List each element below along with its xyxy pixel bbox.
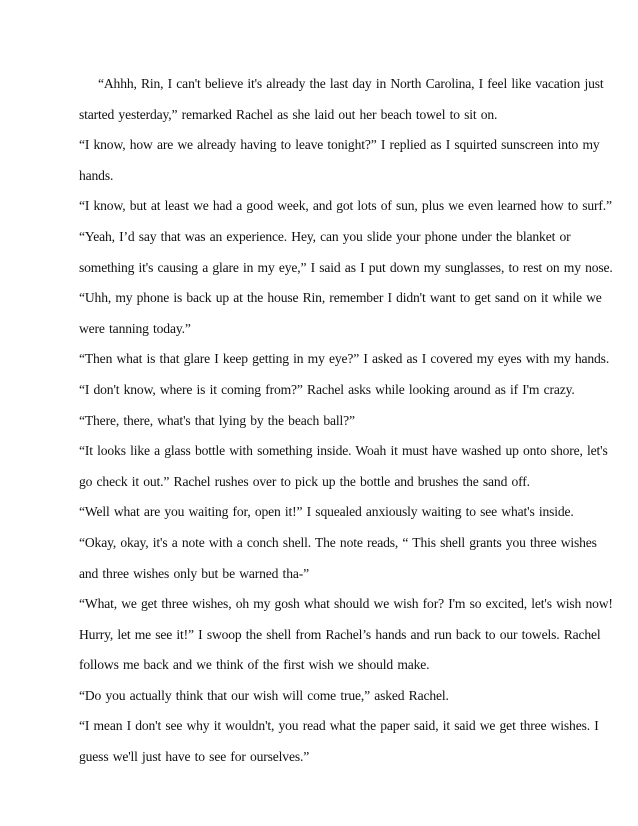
text-line: “I know, how are we already having to leave tonight?” I replied as I squirted sunscreen into my — [79, 137, 600, 153]
text-line: Hurry, let me see it!” I swoop the shell from Rachel’s hands and run back to our towels. Rachel — [79, 626, 601, 642]
text-line: “I mean I don't see why it wouldn't, you read what the paper said, it said we get three wishes. I — [79, 718, 599, 734]
text-line: hands. — [79, 167, 114, 183]
text-line: follows me back and we think of the first wish we should make. — [79, 657, 430, 673]
text-line: “It looks like a glass bottle with something inside. Woah it must have washed up onto shore, let's — [79, 443, 608, 459]
story-text — [79, 69, 613, 773]
text-line: “Uhh, my phone is back up at the house Rin, remember I didn't want to get sand on it while we — [79, 290, 602, 306]
text-line: “Okay, okay, it's a note with a conch shell. The note reads, “ This shell grants you three wishes — [79, 534, 597, 550]
text-line: guess we'll just have to see for ourselves.” — [79, 749, 310, 765]
text-line: “I don't know, where is it coming from?” Rachel asks while looking around as if I'm crazy. — [79, 381, 575, 397]
text-line: “Well what are you waiting for, open it!” I squealed anxiously waiting to see what's inside. — [79, 504, 574, 520]
text-line: go check it out.” Rachel rushes over to pick up the bottle and brushes the sand off. — [79, 473, 530, 489]
text-line: started yesterday,” remarked Rachel as she laid out her beach towel to sit on. — [79, 106, 498, 122]
text-line: “Do you actually think that our wish will come true,” asked Rachel. — [79, 687, 449, 703]
text-line: “There, there, what's that lying by the beach ball?” — [79, 412, 355, 428]
text-line: “Yeah, I’d say that was an experience. Hey, can you slide your phone under the blanket or — [79, 228, 571, 244]
text-line: “What, we get three wishes, oh my gosh what should we wish for? I'm so excited, let's wish now! — [79, 596, 613, 612]
text-line: were tanning today.” — [79, 320, 191, 336]
text-line: “Ahhh, Rin, I can't believe it's already the last day in North Carolina, I feel like vacation just — [98, 76, 604, 91]
text-line: “I know, but at least we had a good week, and got lots of sun, plus we even learned how to surf.” — [79, 198, 612, 214]
text-line: “Then what is that glare I keep getting in my eye?” I asked as I covered my eyes with my hands. — [79, 351, 610, 367]
text-line: something it's causing a glare in my eye,” I said as I put down my sunglasses, to rest on my nose. — [79, 259, 613, 275]
text-line: and three wishes only but be warned tha-” — [79, 565, 309, 581]
